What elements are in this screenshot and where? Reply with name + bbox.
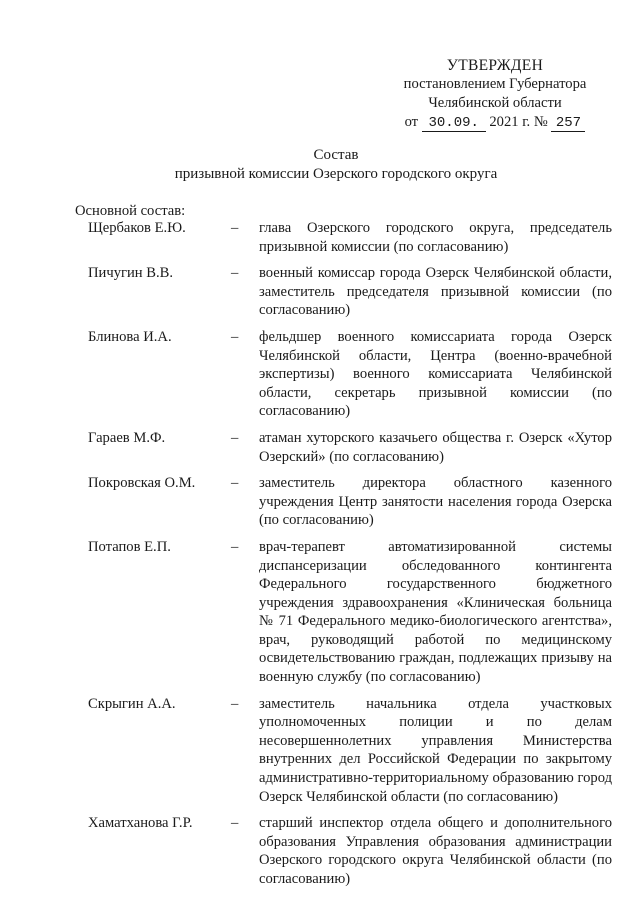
- approval-from-prefix: от: [404, 114, 419, 130]
- approval-year-suffix: 2021 г. №: [489, 114, 548, 130]
- member-dash: –: [231, 220, 239, 236]
- member-dash: –: [231, 265, 239, 282]
- member-role: военный комиссар города Озерск Челябинской области, заместитель председателя призывной комиссии (по согласованию): [259, 265, 612, 319]
- member-role: старший инспектор отдела общего и дополнительного образования Управления образования администрации Озерского городского округа Челябинской области (по согласованию): [259, 815, 612, 887]
- member-name: Пичугин В.В.: [88, 265, 174, 282]
- approval-block: [380, 56, 610, 132]
- member-name: Покровская О.М.: [88, 475, 196, 492]
- member-role: заместитель начальника отдела участковых уполномоченных полиции и по делам несовершеннолетних управления Министерства внутренних дел Российской Федерации по закрытому административно-территориальному образованию город Озерск Челябинской области (по согласованию): [259, 695, 612, 805]
- member-row: [88, 328, 612, 421]
- approval-date: 30.09.: [422, 116, 486, 132]
- member-name: Хаматханова Г.Р.: [88, 815, 193, 832]
- document-title-line-2: призывной комиссии Озерского городского округа: [174, 166, 498, 182]
- member-row: [88, 814, 612, 888]
- member-name: Блинова И.А.: [88, 328, 172, 345]
- document-title: [0, 146, 640, 184]
- member-dash: –: [231, 695, 239, 712]
- approval-number: 257: [551, 116, 585, 132]
- member-dash: –: [231, 429, 239, 446]
- member-dash: –: [231, 815, 239, 832]
- member-row: [88, 429, 612, 466]
- members-list: [88, 219, 612, 897]
- member-row: [88, 264, 612, 320]
- member-row: [88, 219, 612, 256]
- member-dash: –: [231, 475, 239, 492]
- member-row: [88, 695, 612, 807]
- member-row: [88, 538, 612, 687]
- member-role: врач-терапевт автоматизированной системы диспансеризации обследованного контингента Федерального государственного бюджетного учреждения здравоохранения «Клиническая больница № 71 Федерального медико-биологического агентства», врач, руководящий работой по медицинскому освидетельствованию граждан, подлежащих призыву на военную службу (по согласованию): [259, 538, 612, 686]
- member-role: заместитель директора областного казенного учреждения Центр занятости населения города Озерска (по согласованию): [259, 475, 612, 529]
- member-dash: –: [231, 328, 239, 345]
- member-name: Гараев М.Ф.: [88, 429, 166, 446]
- member-dash: –: [231, 538, 239, 555]
- member-role: атаман хуторского казачьего общества г. Озерск «Хутор Озерский» (по согласованию): [259, 429, 612, 465]
- approval-date-line: [380, 113, 610, 132]
- member-role: фельдшер военного комиссариата города Озерск Челябинской области, Центра (военно-врачебной экспертизы) военного комиссариата Челябинской области, секретарь призывной комиссии (по согласованию): [259, 328, 612, 420]
- document-title-line-1: Состав: [313, 147, 359, 163]
- approval-heading: УТВЕРЖДЕН: [446, 57, 544, 74]
- member-name: Щербаков Е.Ю.: [88, 220, 186, 236]
- member-name: Скрыгин А.А.: [88, 695, 176, 712]
- member-role: глава Озерского городского округа, председатель призывной комиссии (по согласованию): [259, 220, 612, 255]
- approval-line-2: Челябинской области: [428, 95, 562, 111]
- approval-line-1: постановлением Губернатора: [403, 76, 587, 92]
- member-name: Потапов Е.П.: [88, 538, 171, 555]
- section-label: Основной состав:: [75, 203, 186, 219]
- member-row: [88, 474, 612, 530]
